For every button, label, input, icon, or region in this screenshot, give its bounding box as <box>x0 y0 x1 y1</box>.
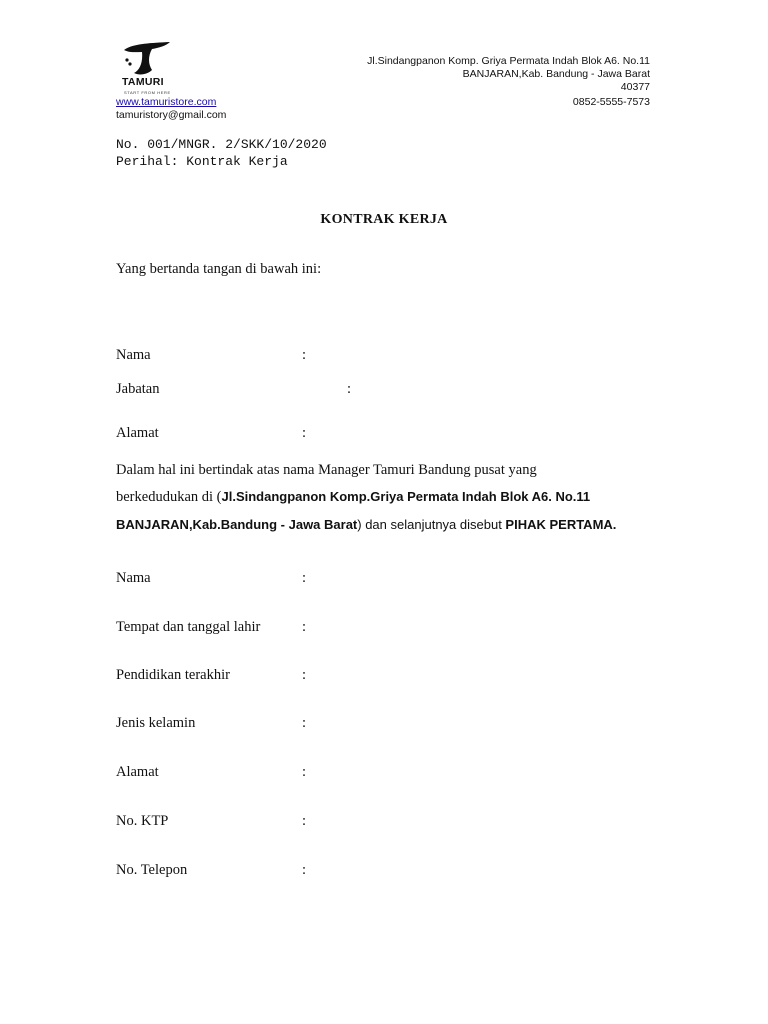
field-colon: : <box>302 764 307 780</box>
address-line-city: BANJARAN,Kab. Bandung - Jawa Barat <box>462 68 650 80</box>
pihak-pertama-label: PIHAK PERTAMA <box>505 517 613 532</box>
reference-subject: Perihal: Kontrak Kerja <box>116 154 288 169</box>
field-row-pendidikan <box>116 667 676 689</box>
field-label: Alamat <box>116 425 159 441</box>
logo-tagline: START FROM HERE <box>124 90 171 95</box>
website-link[interactable]: www.tamuristore.com <box>116 96 217 108</box>
address-line-postcode: 40377 <box>620 81 650 93</box>
field-label: Nama <box>116 570 151 586</box>
statement-line-2 <box>116 489 590 506</box>
field-colon: : <box>302 570 307 586</box>
field-label: No. Telepon <box>116 862 188 878</box>
email-address: tamuristory@gmail.com <box>116 109 227 121</box>
statement-text: ) dan selanjutnya disebut <box>357 517 506 532</box>
field-row-no-ktp <box>116 813 676 835</box>
field-row-jenis-kelamin <box>116 715 676 737</box>
field-colon: : <box>302 667 307 683</box>
statement-period: . <box>612 517 617 532</box>
field-row-alamat <box>116 425 676 447</box>
statement-line-1: Dalam hal ini bertindak atas nama Manager Tamuri Bandung pusat yang <box>116 462 537 478</box>
statement-city-bold: BANJARAN,Kab.Bandung - Jawa Barat <box>116 517 358 532</box>
reference-number: No. 001/MNGR. 2/SKK/10/2020 <box>116 137 327 152</box>
field-colon: : <box>302 862 307 878</box>
field-colon: : <box>302 347 307 363</box>
company-logo <box>112 40 184 100</box>
field-label: Jenis kelamin <box>116 715 196 731</box>
field-colon: : <box>302 813 307 829</box>
statement-text: berkedudukan di ( <box>116 489 222 505</box>
address-line-street: Jl.Sindangpanon Komp. Griya Permata Indah Blok A6. No.11 <box>367 55 650 67</box>
field-row-no-telepon <box>116 862 676 884</box>
field-label: No. KTP <box>116 813 169 829</box>
field-row-alamat-2 <box>116 764 676 786</box>
field-colon: : <box>302 619 307 635</box>
logo-brand-name: TAMURI <box>122 76 164 88</box>
field-label: Jabatan <box>116 381 160 397</box>
phone-number: 0852-5555-7573 <box>572 96 650 108</box>
statement-address-bold: Jl.Sindangpanon Komp.Griya Permata Indah Blok A6. No.11 <box>221 489 591 504</box>
field-colon: : <box>347 381 352 397</box>
field-row-tempat-tanggal-lahir <box>116 619 676 641</box>
field-label: Alamat <box>116 764 159 780</box>
intro-text: Yang bertanda tangan di bawah ini: <box>116 261 322 277</box>
field-colon: : <box>302 425 307 441</box>
statement-line-3 <box>116 516 616 534</box>
field-row-jabatan <box>116 381 676 403</box>
tamuri-logo-mark-icon <box>118 40 178 78</box>
field-label: Nama <box>116 347 151 363</box>
field-colon: : <box>302 715 307 731</box>
field-row-nama <box>116 347 676 369</box>
document-title: KONTRAK KERJA <box>320 212 448 227</box>
field-label: Tempat dan tanggal lahir <box>116 619 261 635</box>
field-row-nama-2 <box>116 570 676 592</box>
field-label: Pendidikan terakhir <box>116 667 230 683</box>
